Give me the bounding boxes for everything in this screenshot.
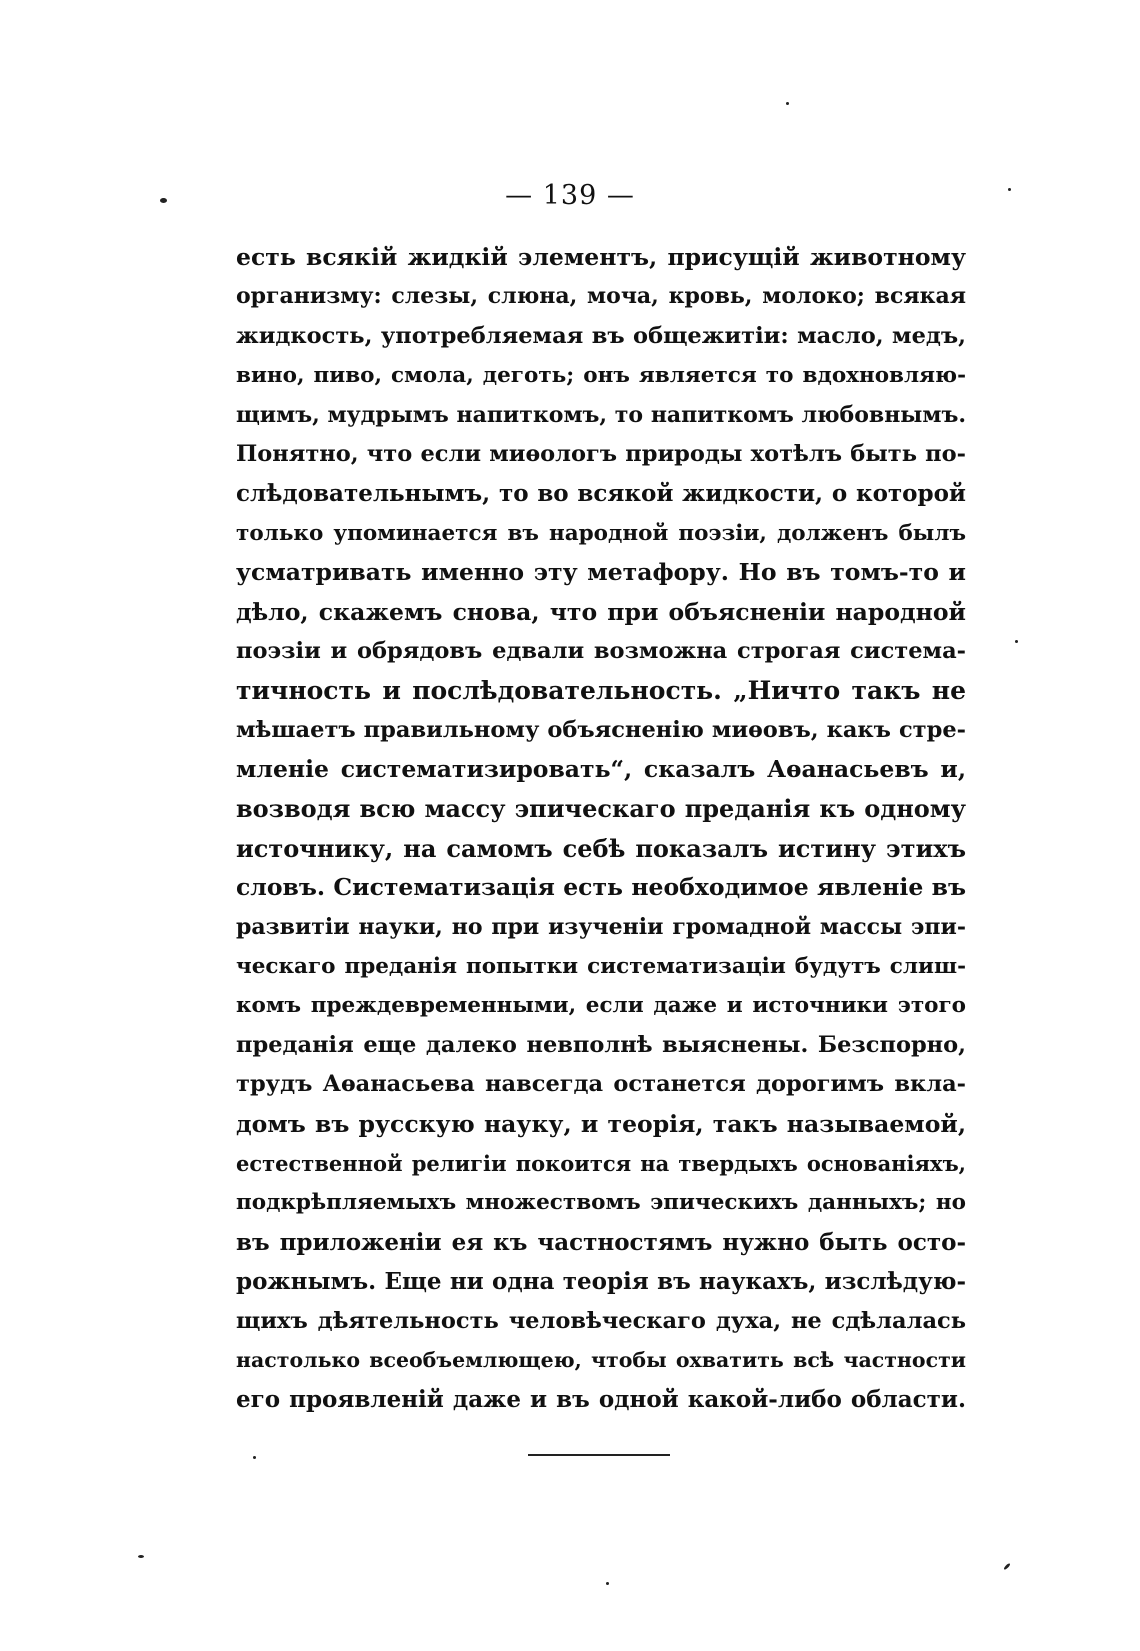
text-line: преданія еще далеко невполнѣ выяснены. Безспорно, <box>236 1031 966 1058</box>
text-line: слѣдовательнымъ, то во всякой жидкости, о которой <box>236 480 966 508</box>
text-line: въ приложеніи ея къ частностямъ нужно быть осто- <box>236 1228 966 1256</box>
text-line: рожнымъ. Еще ни одна теорія въ наукахъ, изслѣдую- <box>236 1268 966 1296</box>
text-line: тичность и послѣдовательность. „Ничто такъ не <box>236 676 966 706</box>
text-line: только упоминается въ народной поэзіи, долженъ былъ <box>236 520 966 546</box>
scan-speck <box>606 1582 609 1585</box>
text-line: есть всякій жидкій элементъ, присущій животному <box>236 243 966 271</box>
text-line: Понятно, что если миѳологъ природы хотѣлъ быть по- <box>236 440 966 467</box>
text-line: мленіе систематизировать“, сказалъ Аѳанасьевъ и, <box>236 755 966 784</box>
text-line: его проявленій даже и въ одной какой-либо области. <box>236 1386 966 1414</box>
text-line: поэзіи и обрядовъ едвали возможна строгая система- <box>236 637 966 664</box>
scan-speck <box>138 1555 144 1558</box>
body-text <box>236 238 966 1420</box>
scan-speck <box>253 1456 256 1459</box>
text-line: развитіи науки, но при изученіи громадной массы эпи- <box>236 913 966 940</box>
scan-speck <box>1003 1563 1011 1571</box>
text-line: вино, пиво, смола, деготь; онъ является то вдохновляю- <box>236 363 966 389</box>
text-line: щимъ, мудрымъ напиткомъ, то напиткомъ любовнымъ. <box>236 401 966 428</box>
text-line: организму: слезы, слюна, моча, кровь, молоко; всякая <box>236 283 966 310</box>
text-line: ческаго преданія попытки систематизаціи будутъ слиш- <box>236 954 966 980</box>
text-line: источнику, на самомъ себѣ показалъ истину этихъ <box>236 833 966 863</box>
scan-speck <box>786 102 789 105</box>
text-line: подкрѣпляемыхъ множествомъ эпическихъ данныхъ; но <box>236 1190 966 1216</box>
end-rule <box>528 1454 670 1456</box>
page-number: — 139 — <box>505 180 635 211</box>
text-line: домъ въ русскую науку, и теорія, такъ называемой, <box>236 1109 966 1138</box>
text-line: жидкость, употребляемая въ общежитіи: масло, медъ, <box>236 322 966 349</box>
text-line: возводя всю массу эпическаго преданія къ одному <box>236 794 966 824</box>
text-line: трудъ Аѳанасьева навсегда останется дорогимъ вкла- <box>236 1071 966 1098</box>
text-line: настолько всеобъемлющею, чтобы охватить всѣ частности <box>236 1347 966 1372</box>
text-line: щихъ дѣятельность человѣческаго духа, не сдѣлалась <box>236 1307 966 1334</box>
text-line: естественной религіи покоится на твердыхъ основаніяхъ, <box>236 1150 966 1176</box>
scan-speck <box>1008 188 1011 191</box>
scan-speck <box>160 198 167 203</box>
text-line: усматривать именно эту метафору. Но въ томъ-то и <box>236 558 966 587</box>
text-line: словъ. Систематизація есть необходимое явленіе въ <box>236 873 966 902</box>
text-line: дѣло, скажемъ снова, что при объясненіи народной <box>236 597 966 626</box>
text-line: комъ преждевременными, если даже и источники этого <box>236 993 966 1019</box>
text-line: мѣшаетъ правильному объясненію миѳовъ, какъ стре- <box>236 716 966 743</box>
scan-speck <box>1015 640 1018 643</box>
